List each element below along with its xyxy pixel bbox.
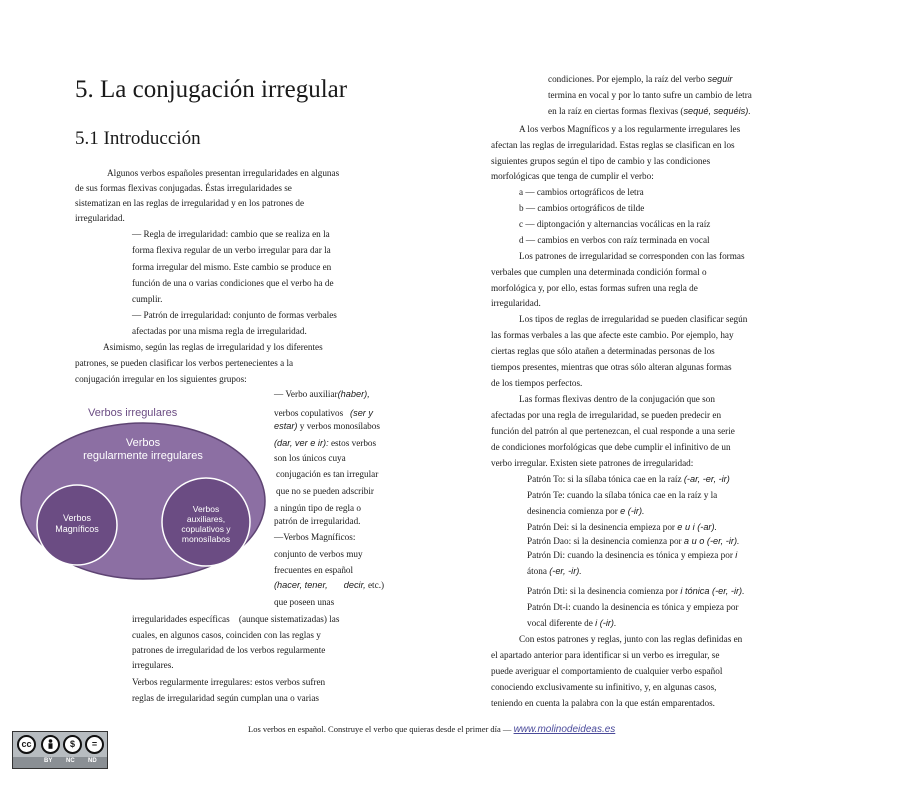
text-span: (-ar, -er, -ir) xyxy=(683,474,730,484)
text-line: a ningún tipo de regla o xyxy=(274,503,362,513)
text-line: patrones, se pueden clasificar los verbos pertenecientes a la xyxy=(75,358,294,368)
text-span: etc.) xyxy=(367,580,385,590)
text-span: vocal diferente de xyxy=(527,618,593,628)
text-span: sequé, sequéis). xyxy=(683,106,751,116)
footer-link[interactable]: www.molinodeideas.es xyxy=(513,724,616,735)
section-title: 5.1 Introducción xyxy=(75,128,201,149)
text-span: verbos copulativos xyxy=(274,408,344,418)
text-line: Con estos patrones y reglas, junto con las reglas definidas en xyxy=(519,634,743,644)
text-line: — Patrón de irregularidad: conjunto de formas verbales xyxy=(132,310,337,320)
text-span: Patrón To: si la sílaba tónica cae en la raíz xyxy=(527,474,682,484)
text-line: teniendo en cuenta la palabra con la que están emparentados. xyxy=(491,698,715,708)
text-line: irregularidad. xyxy=(75,213,125,223)
right-circle-label-3: copulativos y xyxy=(181,524,231,534)
text-line: d — cambios en verbos con raíz terminada en vocal xyxy=(519,235,710,245)
text-line: Patrón Dt-i: cuando la desinencia es tónica y empieza por xyxy=(527,602,739,612)
text-line: que no se pueden adscribir xyxy=(276,486,374,496)
text-line: cumplir. xyxy=(132,294,163,304)
text-line: tiempos presentes, mientras que otras sólo alteran algunas formas xyxy=(491,362,732,372)
nc-icon: $ xyxy=(63,735,82,754)
text-span: en la raíz en ciertas formas flexivas ( xyxy=(548,106,684,116)
right-circle-label-4: monosílabos xyxy=(181,534,231,544)
text-line: Patrón Te: cuando la sílaba tónica cae en la raíz y la xyxy=(527,490,718,500)
text-span: i xyxy=(735,550,738,560)
text-line: irregulares. xyxy=(132,660,174,670)
text-span: e (-ir). xyxy=(620,506,645,516)
text-line: el apartado anterior para identificar si un verbo es irregular, se xyxy=(491,650,720,660)
text-span: (hacer, tener, xyxy=(274,580,328,590)
footer xyxy=(248,724,615,735)
text-span: estos verbos xyxy=(330,438,377,448)
text-line: afectadas por una regla de irregularidad, se pueden predecir en xyxy=(491,410,722,420)
text-span: condiciones. Por ejemplo, la raíz del verbo xyxy=(548,74,706,84)
text-line: A los verbos Magníficos y a los regularmente irregulares les xyxy=(519,124,741,134)
footer-text: Los verbos en español. Construye el verbo que quieras desde el primer día — xyxy=(248,724,514,734)
text-span: (-er, -ir). xyxy=(549,566,582,576)
left-circle-label-1: Verbos xyxy=(62,513,92,523)
text-line: — Regla de irregularidad: cambio que se realiza en la xyxy=(132,229,330,239)
text-span: desinencia comienza por xyxy=(527,506,618,516)
text-span: átona xyxy=(527,566,547,576)
text-line: ciertas reglas que sólo atañen a determinadas personas de los xyxy=(491,346,715,356)
text-line: patrón de irregularidad. xyxy=(274,516,361,526)
by-icon xyxy=(41,735,60,754)
text-line: puede averiguar el comportamiento de cualquier verbo español xyxy=(491,666,723,676)
text-span: estar) xyxy=(274,421,298,431)
text-line: c — diptongación y alternancias vocálicas en la raíz xyxy=(519,219,711,229)
text-line: verbo irregular. Existen siete patrones de irregularidad: xyxy=(491,458,694,468)
text-line: conjugación irregular en los siguientes grupos: xyxy=(75,374,247,384)
text-span: irregularidades específicas xyxy=(132,614,230,624)
diagram-title: Verbos irregulares xyxy=(88,407,178,419)
text-line: conjugación es tan irregular xyxy=(276,469,379,479)
text-span: (aunque sistematizadas) las xyxy=(238,614,340,624)
text-line: forma irregular del mismo. Este cambio se produce en xyxy=(132,262,332,272)
text-span: Patrón Dei: si la desinencia empieza por xyxy=(527,522,675,532)
text-span: (ser y xyxy=(350,408,374,418)
text-span: Patrón Di: cuando la desinencia es tónica y empieza por xyxy=(527,550,733,560)
text-line: morfológica y, por ello, estas formas sufren una regla de xyxy=(491,283,698,293)
text-span: i (-ir). xyxy=(595,618,617,628)
text-line: de condiciones morfológicas que debe cumplir el infinitivo de un xyxy=(491,442,731,452)
text-line: función del patrón al que pertenezcan, el cual responde a una serie xyxy=(491,426,735,436)
text-span: i tónica (-er, -ir). xyxy=(680,586,745,596)
text-line: Algunos verbos españoles presentan irregularidades en algunas xyxy=(107,168,340,178)
text-span: a u o (-er, -ir). xyxy=(683,536,740,546)
by-label: BY xyxy=(44,758,53,764)
text-line: las formas verbales a las que afecte este cambio. Por ejemplo, hay xyxy=(491,330,734,340)
text-span: — Verbo auxiliar xyxy=(274,389,338,399)
text-line: forma flexiva regular de un verbo irregular para dar la xyxy=(132,245,331,255)
cc-icon: cc xyxy=(17,735,36,754)
text-span: decir, xyxy=(343,580,366,590)
cc-license-badge[interactable] xyxy=(12,731,108,769)
text-line: afectan las reglas de irregularidad. Estas reglas se clasifican en los xyxy=(491,140,735,150)
text-line: frecuentes en español xyxy=(274,565,354,575)
nc-label: NC xyxy=(66,758,75,764)
middle-title-2: regularmente irregulares xyxy=(83,450,203,462)
text-span: Patrón Dti: si la desinencia comienza por xyxy=(527,586,679,596)
text-line: Verbos regularmente irregulares: estos verbos sufren xyxy=(132,677,326,687)
text-line: reglas de irregularidad según cumplan una o varias xyxy=(132,693,319,703)
text-line: Los tipos de reglas de irregularidad se pueden clasificar según xyxy=(519,314,748,324)
text-line: a — cambios ortográficos de letra xyxy=(519,187,644,197)
middle-title-1: Verbos xyxy=(125,437,161,449)
text-line: Los patrones de irregularidad se corresponden con las formas xyxy=(519,251,745,261)
text-line: afectadas por una misma regla de irregularidad. xyxy=(132,326,307,336)
text-span: (dar, ver e ir): xyxy=(274,438,329,448)
nd-label: ND xyxy=(88,758,97,764)
page-title: 5. La conjugación irregular xyxy=(75,76,348,103)
text-line: verbales que cumplen una determinada condición formal o xyxy=(491,267,707,277)
text-line: cuales, en algunos casos, coinciden con las reglas y xyxy=(132,630,321,640)
text-line: Asimismo, según las reglas de irregularidad y los diferentes xyxy=(103,342,323,352)
text-line: termina en vocal y por lo tanto sufre un cambio de letra xyxy=(548,90,752,100)
nd-icon: = xyxy=(85,735,104,754)
right-circle-label-1: Verbos xyxy=(192,504,220,514)
text-line: de los tiempos perfectos. xyxy=(491,378,583,388)
text-line: conociendo exclusivamente su infinitivo, y, en algunas casos, xyxy=(491,682,717,692)
text-span: (haber), xyxy=(337,389,370,399)
text-line: siguientes grupos según el tipo de cambio y las condiciones xyxy=(491,156,711,166)
text-span: seguir xyxy=(707,74,733,84)
left-circle-label-2: Magníficos xyxy=(55,524,99,534)
text-line: sistematizan en las reglas de irregularidad y en los patrones de xyxy=(75,198,305,208)
text-span: e u i (-ar). xyxy=(677,522,718,532)
text-line: b — cambios ortográficos de tilde xyxy=(519,203,645,213)
text-line: patrones de irregularidad de los verbos regularmente xyxy=(132,645,326,655)
text-line: de sus formas flexivas conjugadas. Éstas irregularidades se xyxy=(75,183,292,193)
text-line: Las formas flexivas dentro de la conjugación que son xyxy=(519,394,715,404)
text-line: conjunto de verbos muy xyxy=(274,549,363,559)
text-line: son los únicos cuya xyxy=(274,453,346,463)
text-span: y verbos monosílabos xyxy=(299,421,380,431)
right-circle-label-2: auxiliares, xyxy=(186,514,226,524)
text-line: irregularidad. xyxy=(491,298,541,308)
text-line: función de una o varias condiciones que el verbo ha de xyxy=(132,278,334,288)
text-line: —Verbos Magníficos: xyxy=(274,532,356,542)
text-line: que poseen unas xyxy=(274,597,335,607)
text-line: morfológicas que tenga de cumplir el verbo: xyxy=(491,171,654,181)
text-span: Patrón Dao: si la desinencia comienza por xyxy=(527,536,682,546)
